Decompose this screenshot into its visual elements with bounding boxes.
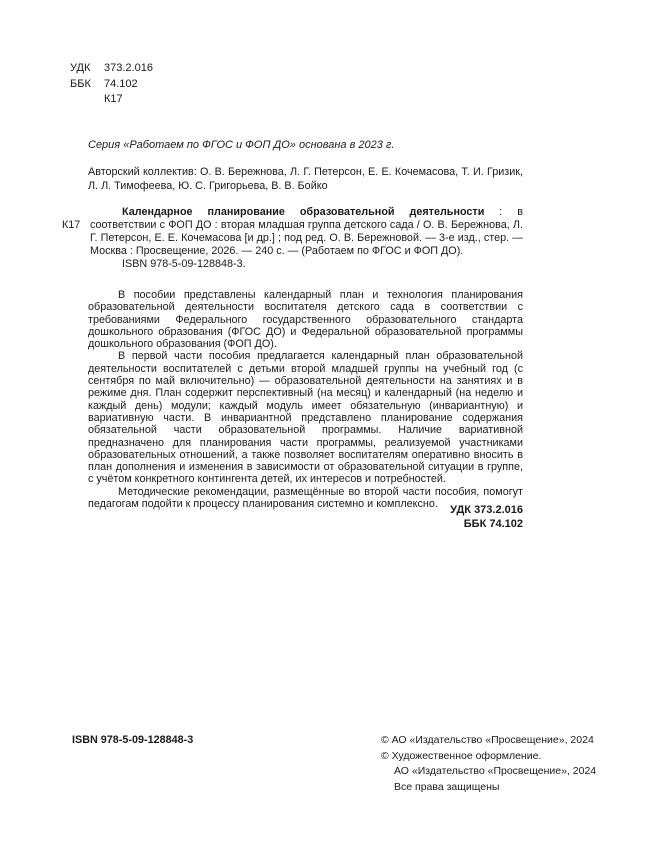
catalog-margin-code: К17: [62, 219, 81, 231]
classification-codes-top: [70, 61, 153, 108]
bbk-value: 74.102: [104, 77, 138, 90]
catalog-card: [62, 206, 523, 271]
author-sign-row: [70, 92, 153, 108]
classification-codes-bottom: [88, 503, 523, 531]
bbk-bottom: ББК 74.102: [463, 518, 523, 530]
copyright-line: © АО «Издательство «Просвещение», 2024: [381, 734, 594, 746]
udk-bottom: УДК 373.2.016: [450, 504, 523, 516]
catalog-isbn: ISBN 978-5-09-128848-3.: [122, 258, 246, 270]
author-sign: К17: [104, 93, 123, 105]
annotation-block: [88, 289, 523, 510]
book-title: Календарное планирование образовательной деятельности: [122, 206, 485, 218]
annotation-paragraph-2: В первой части пособия предлагается календарный план образовательной деятельности воспитателей с детьми второй младшей группы на учебный год (с сентября по май включительно) — образовательной деятельности на занятиях и в режиме дня. План содержит перспективный (на месяц) и календарный (на неделю и каждый день) модули; каждый модуль имеет обязательную (инвариантную) и вариативную части. В инвариантной представлено планирование содержания обязательной части образовательной программы. Наличие вариативной предназначено для планирования части программы, реализуемой участниками образовательных отношений, а также позволяет воспитателям оперативно вносить в план дополнения и изменения в зависимости от образовательной ситуации в группе, с учётом конкретного контингента детей, их интересов и потребностей.: [88, 350, 523, 486]
copyright-line: Все права защищены: [394, 780, 500, 793]
udk-value: 373.2.016: [104, 62, 153, 74]
catalog-description: : в соответствии с ФОП ДО : вторая младшая группа детского сада / О. В. Бережнова, Л. Г. Петерсон, Е. Е. Кочемасова [и др.] ; под ред. О. В. Бережновой. — 3-е изд., стер. — Москва : Просвещение, 2026. — 240 с. — (Работаем по ФГОС и ФОП ДО).: [90, 206, 523, 257]
footer-isbn: ISBN 978-5-09-128848-3: [72, 734, 194, 746]
udk-row: [70, 61, 153, 77]
catalog-record: [90, 206, 523, 258]
bbk-row: [70, 77, 153, 93]
copyright-line: АО «Издательство «Просвещение», 2024: [394, 765, 597, 778]
bbk-label: ББК: [70, 77, 91, 90]
copyright-line: © Художественное оформление.: [381, 749, 542, 762]
udk-label: УДК: [70, 62, 91, 74]
annotation-paragraph-1: В пособии представлены календарный план и технология планирования образовательной деятельности воспитателя детского сада в соответствии с требованиями Федерального государственного образовательного стандарта дошкольного образования (ФГОС ДО) и Федеральной образовательной программы дошкольного образования (ФОП ДО).: [88, 289, 523, 351]
authors-line: Авторский коллектив: О. В. Бережнова, Л. Г. Петерсон, Е. Е. Кочемасова, Т. И. Гризик, Л. Л. Тимофеева, Ю. С. Григорьева, В. В. Бойко: [88, 166, 523, 192]
copyright-block: [381, 733, 596, 795]
annotation-paragraph-3: Методические рекомендации, размещённые во второй части пособия, помогут педагогам подойти к процессу планирования системно и комплексно.: [88, 485, 523, 511]
series-note: Серия «Работаем по ФГОС и ФОП ДО» основана в 2023 г.: [88, 139, 395, 151]
